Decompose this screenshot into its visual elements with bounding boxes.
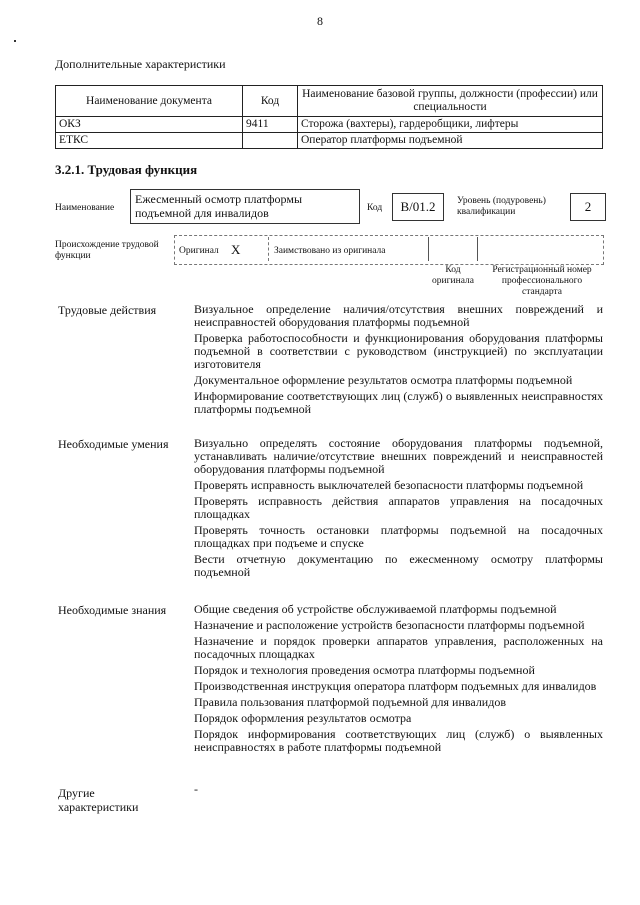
skills-list: [194, 437, 603, 582]
labor-actions-list: [194, 303, 603, 419]
list-item: Порядок и технология проведения осмотра платформы подъемной: [194, 663, 535, 677]
list-item: Назначение и порядок проверки аппаратов управления, расположенных на посадочных площадках: [194, 634, 603, 661]
list-item: Назначение и расположение устройств безопасности платформы подъемной: [194, 618, 585, 632]
table-cell: [243, 133, 298, 149]
table-cell: Оператор платформы подъемной: [298, 133, 603, 149]
other-value: -: [194, 782, 198, 796]
col-header-code: Код: [243, 86, 298, 117]
table-row: [56, 133, 603, 149]
code-original-caption: Код оригинала: [432, 265, 474, 286]
function-code: В/01.2: [400, 199, 436, 214]
list-item: Проверять исправность действия аппаратов управления на посадочных площадках: [194, 494, 603, 521]
level-box: [570, 193, 606, 221]
divider: [477, 237, 479, 261]
function-name: Ежесменный осмотр платформы подъемной для инвалидов: [135, 192, 303, 220]
level-label: Уровень (подуровень) квалификации: [457, 196, 546, 217]
table-row: [56, 117, 603, 133]
function-level: 2: [584, 199, 592, 214]
origin-label: Происхождение трудовой функции: [55, 240, 159, 261]
list-item: Проверять точность остановки платформы подъемной на посадочных площадках при подъеме и спуске: [194, 523, 603, 550]
divider: [428, 237, 430, 261]
skills-label: Необходимые умения: [58, 437, 169, 451]
list-item: Вести отчетную документацию по ежесменному осмотру платформы подъемной: [194, 552, 603, 579]
additional-heading: Дополнительные характеристики: [55, 57, 226, 71]
code-label: Код: [367, 203, 383, 213]
table-cell: ОКЗ: [56, 117, 243, 133]
original-mark: X: [231, 242, 241, 257]
borrowed-label: Заимствовано из оригинала: [274, 246, 386, 256]
section-title: 3.2.1. Трудовая функция: [55, 162, 198, 177]
list-item: Производственная инструкция оператора платформ подъемных для инвалидов: [194, 679, 597, 693]
list-item: Порядок оформления результатов осмотра: [194, 711, 412, 725]
reg-number-caption: Регистрационный номер профессионального стандарта: [492, 265, 592, 297]
list-item: Правила пользования платформой подъемной для инвалидов: [194, 695, 506, 709]
list-item: Общие сведения об устройстве обслуживаемой платформы подъемной: [194, 602, 557, 616]
table-cell: 9411: [243, 117, 298, 133]
list-item: Информирование соответствующих лиц (служб) о выявленных неисправностях платформы подъемной: [194, 389, 603, 416]
table-cell: ЕТКС: [56, 133, 243, 149]
scan-dot: [14, 40, 16, 42]
original-label: Оригинал: [179, 246, 219, 256]
list-item: Визуально определять состояние оборудования платформы подъемной, устанавливать наличие/отсутствие внешних повреждений и неисправностей оборудования платформы подъемной: [194, 436, 603, 476]
code-box: [392, 193, 444, 221]
additional-table: [55, 85, 603, 149]
name-label: Наименование: [55, 203, 115, 213]
knowledge-list: [194, 603, 603, 757]
list-item: Проверка работоспособности и функционирования оборудования платформы подъемной в соответствии с руководством (инструкцией) по эксплуатации изготовителя: [194, 331, 603, 371]
list-item: Порядок информирования соответствующих лиц (служб) о выявленных неисправностях в работе платформы подъемной: [194, 727, 603, 754]
labor-actions-label: Трудовые действия: [58, 303, 157, 317]
col-header-group: Наименование базовой группы, должности (профессии) или специальности: [298, 86, 603, 117]
col-header-document: Наименование документа: [56, 86, 243, 117]
table-header-row: [56, 86, 603, 117]
list-item: Проверять исправность выключателей безопасности платформы подъемной: [194, 478, 584, 492]
page-number: 8: [317, 14, 323, 28]
other-label: Другие характеристики: [58, 786, 139, 814]
list-item: Документальное оформление результатов осмотра платформы подъемной: [194, 373, 573, 387]
knowledge-label: Необходимые знания: [58, 603, 167, 617]
divider: [268, 237, 270, 261]
table-cell: Сторожа (вахтеры), гардеробщики, лифтеры: [298, 117, 603, 133]
list-item: Визуальное определение наличия/отсутствия внешних повреждений и неисправностей оборудования платформы подъемной: [194, 302, 603, 329]
name-box: [130, 189, 360, 224]
